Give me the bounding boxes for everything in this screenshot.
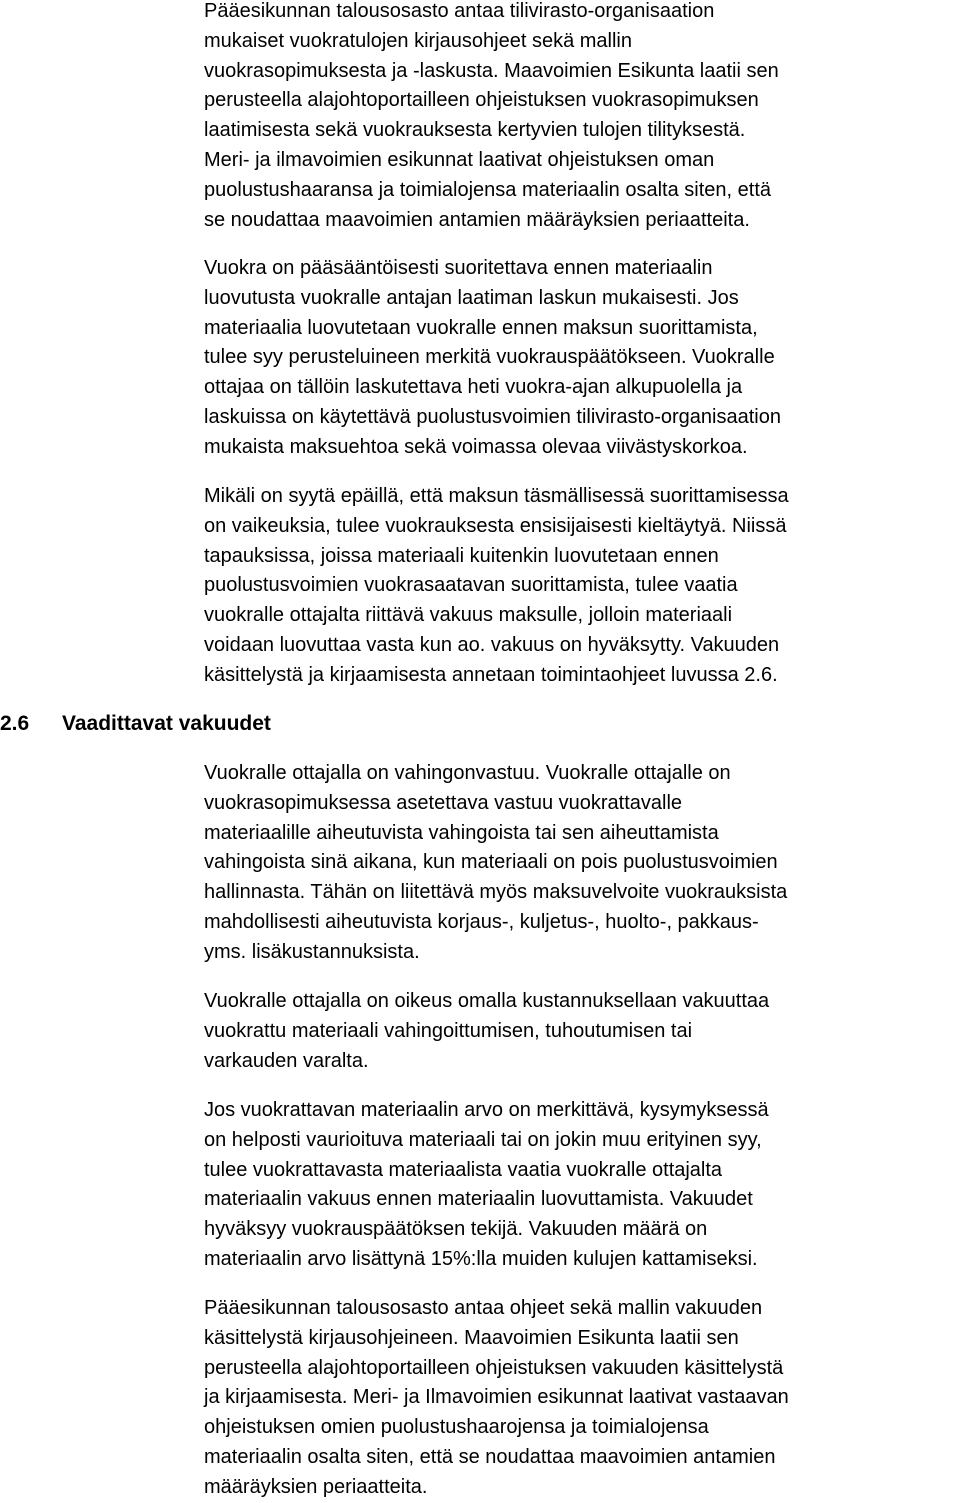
text-line: hyväksyy vuokrauspäätöksen tekijä. Vakuuden määrä on: [204, 1218, 708, 1241]
text-line: materiaalin vakuus ennen materiaalin luovuttamista. Vakuudet: [204, 1188, 753, 1211]
text-line: luovutusta vuokralle antajan laatiman laskun mukaisesti. Jos: [204, 286, 739, 309]
text-line: Jos vuokrattavan materiaalin arvo on merkittävä, kysymyksessä: [204, 1099, 769, 1121]
text-line: Mikäli on syytä epäillä, että maksun täsmällisessä suorittamisessa: [204, 485, 789, 507]
text-line: se noudattaa maavoimien antamien määräyksien periaatteita.: [204, 208, 750, 231]
paragraph-insurance-right: [204, 987, 769, 1076]
text-line: käsittelystä ja kirjaamisesta annetaan toimintaohjeet luvussa 2.6.: [204, 663, 778, 686]
text-line: materiaalin osalta siten, että se noudattaa maavoimien antamien: [204, 1445, 776, 1468]
text-line: ottajaa on tällöin laskutettava heti vuokra-ajan alkupuolella ja: [204, 376, 743, 399]
text-line: hallinnasta. Tähän on liitettävä myös maksuvelvoite vuokrauksista: [204, 881, 788, 904]
text-line: Pääesikunnan talousosasto antaa ohjeet sekä mallin vakuuden: [204, 1297, 763, 1319]
text-line: puolustusvoimien vuokrasaatavan suorittamista, tulee vaatia: [204, 574, 738, 597]
text-line: Pääesikunnan talousosasto antaa tilivirasto-organisaation: [204, 0, 715, 22]
section-number: 2.6: [0, 712, 30, 735]
text-line: materiaalille aiheutuvista vahingoista tai sen aiheuttamista: [204, 821, 719, 844]
text-line: tulee syy perusteluineen merkitä vuokrauspäätökseen. Vuokralle: [204, 346, 775, 369]
paragraph-accounting-instructions: [204, 0, 779, 235]
text-line: varkauden varalta.: [204, 1049, 369, 1072]
text-line: puolustushaaransa ja toimialojensa materiaalin osalta siten, että: [204, 178, 772, 201]
text-line: vuokrattu materiaali vahingoittumisen, tuhoutumisen tai: [204, 1019, 693, 1042]
text-line: tulee vuokrattavasta materiaalista vaatia vuokralle ottajalta: [204, 1158, 723, 1181]
paragraph-material-security: [204, 1096, 769, 1275]
text-line: perusteella alajohtoportailleen ohjeistuksen vuokrasopimuksen: [204, 89, 759, 112]
paragraph-damage-liability: [204, 759, 787, 968]
text-line: laskuissa on käytettävä puolustusvoimien tilivirasto-organisaation: [204, 405, 781, 428]
text-line: on vaikeuksia, tulee vuokrauksesta ensisijaisesti kieltäytyä. Niissä: [204, 514, 787, 537]
text-line: käsittelystä kirjausohjeineen. Maavoimien Esikunta laatii sen: [204, 1326, 739, 1349]
text-line: Meri- ja ilmavoimien esikunnat laativat ohjeistuksen oman: [204, 148, 715, 171]
text-line: tapauksissa, joissa materiaali kuitenkin luovutetaan ennen: [204, 544, 719, 567]
text-line: ja kirjaamisesta. Meri- ja Ilmavoimien esikunnat laativat vastaavan: [204, 1386, 789, 1409]
text-line: on helposti vaurioituva materiaali tai on jokin muu erityinen syy,: [204, 1128, 762, 1151]
text-line: vahingoista sinä aikana, kun materiaali on pois puolustusvoimien: [204, 851, 778, 874]
text-line: Vuokralle ottajalla on oikeus omalla kustannuksellaan vakuuttaa: [204, 990, 770, 1012]
text-line: mahdollisesti aiheutuvista korjaus-, kuljetus-, huolto-, pakkaus-: [204, 910, 759, 933]
paragraph-security-instructions: [204, 1294, 789, 1503]
text-line: mukaista maksuehtoa sekä voimassa olevaa viivästyskorkoa.: [204, 435, 748, 458]
paragraph-payment-security: [204, 482, 789, 691]
text-line: laatimisesta sekä vuokrauksesta kertyvien tulojen tilityksestä.: [204, 119, 746, 142]
section-heading: [0, 709, 271, 739]
text-line: Vuokralle ottajalla on vahingonvastuu. Vuokralle ottajalle on: [204, 762, 731, 784]
text-line: vuokrasopimuksessa asetettava vastuu vuokrattavalle: [204, 791, 683, 814]
text-line: Vuokra on pääsääntöisesti suoritettava ennen materiaalin: [204, 257, 713, 279]
section-title: Vaadittavat vakuudet: [62, 712, 271, 735]
text-line: vuokrasopimuksesta ja -laskusta. Maavoimien Esikunta laatii sen: [204, 59, 779, 82]
text-line: määräyksien periaatteita.: [204, 1475, 428, 1498]
text-line: materiaalin arvo lisättynä 15%:lla muiden kulujen kattamiseksi.: [204, 1247, 758, 1270]
text-line: materiaalia luovutetaan vuokralle ennen maksun suorittamista,: [204, 316, 758, 339]
text-line: mukaiset vuokratulojen kirjausohjeet sekä mallin: [204, 29, 632, 52]
text-line: ohjeistuksen omien puolustushaarojensa ja toimialojensa: [204, 1416, 709, 1439]
text-line: vuokralle ottajalta riittävä vakuus maksulle, jolloin materiaali: [204, 604, 733, 627]
text-line: yms. lisäkustannuksista.: [204, 940, 420, 963]
paragraph-rent-payment: [204, 254, 781, 463]
text-line: voidaan luovuttaa vasta kun ao. vakuus on hyväksytty. Vakuuden: [204, 633, 780, 656]
text-line: perusteella alajohtoportailleen ohjeistuksen vakuuden käsittelystä: [204, 1356, 784, 1379]
